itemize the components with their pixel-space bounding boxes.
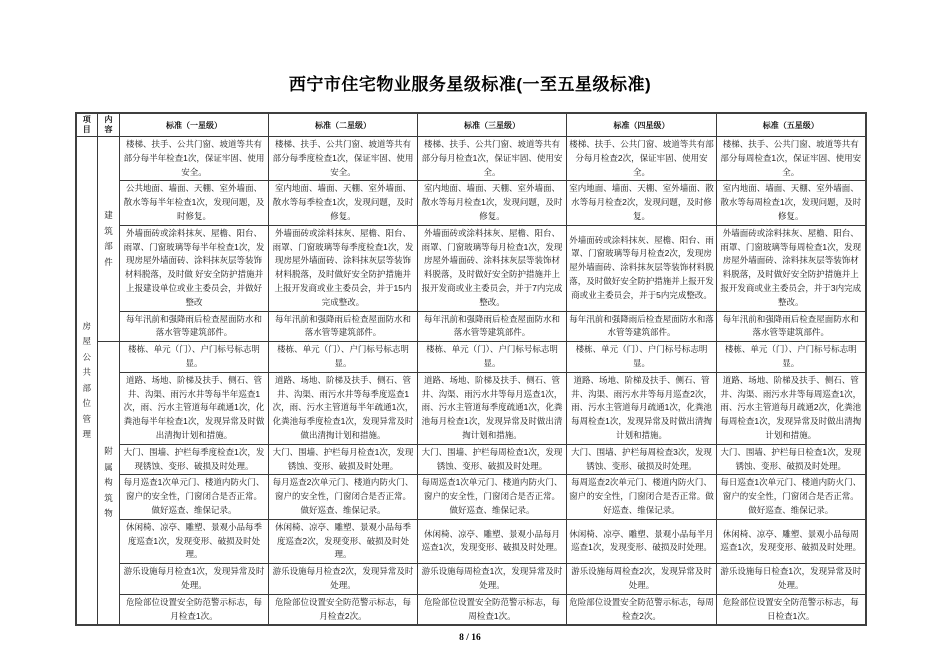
standard-cell: 楼梯、扶手、公共门窗、坡道等共有部分每周检查1次，保证牢固、使用安全。 [717,137,866,181]
rowgroup-label-attached-structures [98,342,120,626]
table-row [76,225,866,311]
standard-cell: 大门、围墙、护栏每季度检查1次，发现锈蚀、变形、破损及时处理。 [120,444,269,475]
header-cell-content [98,113,120,137]
standard-cell: 每月巡查2次单元门、楼道内防火门、窗户的安全性，门窗闭合是否正常。做好巡查、维保记录。 [269,475,418,519]
standard-cell: 道路、场地、阶梯及扶手、侧石、管井、沟渠、雨污水井等每半年巡查1次，雨、污水主管道每年疏通1次，化粪池每半年检查1次，发现异常及时做出清掏计划和措施。 [120,372,269,444]
standard-cell: 室内地面、墙面、天棚、室外墙面、散水等每季检查1次，发现问题，及时修复。 [269,181,418,225]
standard-cell: 每年汛前和强降雨后检查屋面防水和落水管等建筑部件。 [269,311,418,342]
header-project-label: 项目 [82,115,91,134]
header-cell-star4: 标准（四星级） [567,113,717,137]
standard-cell: 危险部位设置安全防范警示标志，每周检查2次。 [567,594,717,625]
document-page [75,70,866,643]
standard-cell: 楼栋、单元（门）、户门标号标志明显。 [269,342,418,373]
standard-cell: 楼梯、扶手、公共门窗、坡道等共有部分每月检查2次，保证牢固、使用安全。 [567,137,717,181]
standard-cell: 休闲椅、凉亭、雕塑、景观小品每季度巡查1次，发现变形、破损及时处理。 [120,519,269,563]
standard-cell: 外墙面砖或涂料抹灰、屋檐、阳台、雨罩、门窗玻璃等每月检查2次，发现房屋外墙面砖、涂料抹灰层等装饰材料脱落，及时做好安全防护措施并上报开发商或业主委员会，并于5内完成整改。 [567,225,717,311]
header-cell-star3: 标准（三星级） [418,113,567,137]
rowgroup-label-project [76,137,98,626]
table-row [76,594,866,625]
attached-structures-label: 附属构筑物 [104,446,113,519]
standard-cell: 休闲椅、凉亭、雕塑、景观小品每周巡查1次，发现变形、破损及时处理。 [717,519,866,563]
standard-cell: 楼梯、扶手、公共门窗、坡道等共有部分每半年检查1次，保证牢固、使用安全。 [120,137,269,181]
standard-cell: 公共地面、墙面、天棚、室外墙面、散水等每半年检查1次，发现问题，及时修复。 [120,181,269,225]
standard-cell: 游乐设施每周检查2次，发现异常及时处理。 [567,564,717,595]
standard-cell: 道路、场地、阶梯及扶手、侧石、管井、沟渠、雨污水井等每月巡查2次，雨、污水主管道每月疏通1次，化粪池每周检查1次，发现异常及时做出清掏计划和措施。 [567,372,717,444]
standard-cell: 每年汛前和强降雨后检查屋面防水和落水管等建筑部件。 [120,311,269,342]
standard-cell: 道路、场地、阶梯及扶手、侧石、管井、沟渠、雨污水井等每月巡查1次，雨、污水主管道每季度疏通1次，化粪池每月检查1次，发现异常及时做出清掏计划和措施。 [418,372,567,444]
standard-cell: 外墙面砖或涂料抹灰、屋檐、阳台、雨罩、门窗玻璃等每周检查1次，发现房屋外墙面砖、涂料抹灰层等装饰材料脱落，及时做好安全防护措施并上报开发商或业主委员会，并于3内完成整改。 [717,225,866,311]
standard-cell: 游乐设施每日检查1次，发现异常及时处理。 [717,564,866,595]
table-row [76,181,866,225]
standard-cell: 危险部位设置安全防范警示标志，每月检查2次。 [269,594,418,625]
header-cell-star5: 标准（五星级） [717,113,866,137]
standard-cell: 外墙面砖或涂料抹灰、屋檐、阳台、雨罩、门窗玻璃等每月检查1次，发现房屋外墙面砖、涂料抹灰层等装饰材料脱落，及时做好安全防护措施并上报开发商或业主委员会，并于7内完成整改。 [418,225,567,311]
table-row [76,342,866,373]
standard-cell: 每年汛前和强降雨后检查屋面防水和落水管等建筑部件。 [567,311,717,342]
standard-cell: 每日巡查1次单元门、楼道内防火门、窗户的安全性，门窗闭合是否正常。做好巡查、维保记录。 [717,475,866,519]
standard-cell: 每年汛前和强降雨后检查屋面防水和落水管等建筑部件。 [717,311,866,342]
standard-cell: 休闲椅、凉亭、雕塑、景观小品每季度巡查2次，发现变形、破损及时处理。 [269,519,418,563]
table-row [76,519,866,563]
table-row [76,444,866,475]
table-row [76,475,866,519]
standard-cell: 大门、围墙、护栏每日检查1次，发现锈蚀、变形、破损及时处理。 [717,444,866,475]
standard-cell: 每周巡查2次单元门、楼道内防火门、窗户的安全性，门窗闭合是否正常。做好巡查、维保记录。 [567,475,717,519]
standard-cell: 室内地面、墙面、天棚、室外墙面、散水等每月检查1次，发现问题，及时修复。 [418,181,567,225]
standard-cell: 楼栋、单元（门）、户门标号标志明显。 [120,342,269,373]
header-cell-project [76,113,98,137]
header-row [76,113,866,137]
standard-cell: 楼栋、单元（门）、户门标号标志明显。 [418,342,567,373]
standard-cell: 外墙面砖或涂料抹灰、屋檐、阳台、雨罩、门窗玻璃等每半年检查1次，发现房屋外墙面砖、涂料抹灰层等装饰材料脱落，及时做 好安全防护措施并上报建设单位或业主委员会，并做好整改 [120,225,269,311]
standard-cell: 游乐设施每月检查1次，发现异常及时处理。 [120,564,269,595]
project-group-label: 房屋公共部位管理 [82,320,92,440]
standard-cell: 大门、围墙、护栏每月检查1次，发现锈蚀、变形、破损及时处理。 [269,444,418,475]
standard-cell: 室内地面、墙面、天棚、室外墙面、散水等每周检查1次，发现问题，及时修复。 [717,181,866,225]
building-parts-label: 建筑部件 [104,210,113,267]
standard-cell: 大门、围墙、护栏每周检查1次，发现锈蚀、变形、破损及时处理。 [418,444,567,475]
standard-cell: 休闲椅、凉亭、雕塑、景观小品每半月巡查1次，发现变形、破损及时处理。 [567,519,717,563]
standards-table [75,112,867,626]
standard-cell: 每年汛前和强降雨后检查屋面防水和落水管等建筑部件。 [418,311,567,342]
table-row [76,311,866,342]
standard-cell: 楼栋、单元（门）、户门标号标志明显。 [717,342,866,373]
table-row [76,564,866,595]
table-row [76,137,866,181]
standard-cell: 道路、场地、阶梯及扶手、侧石、管井、沟渠、雨污水井等每季度巡查1次，雨、污水主管道每半年疏通1次，化粪池每季度检查1次，发现异常及时做出清掏计划和措施。 [269,372,418,444]
standard-cell: 每月巡查1次单元门、楼道内防火门、窗户的安全性，门窗闭合是否正常。做好巡查、维保记录。 [120,475,269,519]
standard-cell: 休闲椅、凉亭、雕塑、景观小品每月巡查1次，发现变形、破损及时处理。 [418,519,567,563]
standard-cell: 游乐设施每月检查2次，发现异常及时处理。 [269,564,418,595]
standard-cell: 游乐设施每周检查1次，发现异常及时处理。 [418,564,567,595]
page-number: 8 / 16 [459,633,481,644]
table-row [76,372,866,444]
standard-cell: 每周巡查1次单元门、楼道内防火门、窗户的安全性，门窗闭合是否正常。做好巡查、维保记录。 [418,475,567,519]
standard-cell: 楼栋、单元（门）、户门标号标志明显。 [567,342,717,373]
header-content-label: 内容 [104,115,113,134]
standard-cell: 大门、围墙、护栏每周检查3次，发现锈蚀、变形、破损及时处理。 [567,444,717,475]
standard-cell: 危险部位设置安全防范警示标志，每月检查1次。 [120,594,269,625]
rowgroup-label-building-parts [98,137,120,342]
standard-cell: 楼梯、扶手、公共门窗、坡道等共有部分每月检查1次，保证牢固、使用安全。 [418,137,567,181]
header-cell-star2: 标准（二星级） [269,113,418,137]
standard-cell: 外墙面砖或涂料抹灰、屋檐、阳台、雨罩、门窗玻璃等每季度检查1次，发现房屋外墙面砖、涂料抹灰层等装饰材料脱落，及时做好安全防护措施并上报开发商或业主委员会，并于15内完成整改。 [269,225,418,311]
standard-cell: 危险部位设置安全防范警示标志，每周检查1次。 [418,594,567,625]
page-title: 西宁市住宅物业服务星级标准(一至五星级标准) [288,75,652,94]
standard-cell: 楼梯、扶手、公共门窗、坡道等共有部分每季度检查1次，保证牢固、使用安全。 [269,137,418,181]
standard-cell: 室内地面、墙面、天棚、室外墙面、散水等每月检查2次，发现问题，及时修复。 [567,181,717,225]
standard-cell: 危险部位设置安全防范警示标志，每日检查1次。 [717,594,866,625]
standard-cell: 道路、场地、阶梯及扶手、侧石、管井、沟渠、雨污水井等每周巡查1次，雨、污水主管道每月疏通2次，化粪池每周检查1次，发现异常及时做出清掏计划和措施。 [717,372,866,444]
header-cell-star1: 标准（一星级） [120,113,269,137]
